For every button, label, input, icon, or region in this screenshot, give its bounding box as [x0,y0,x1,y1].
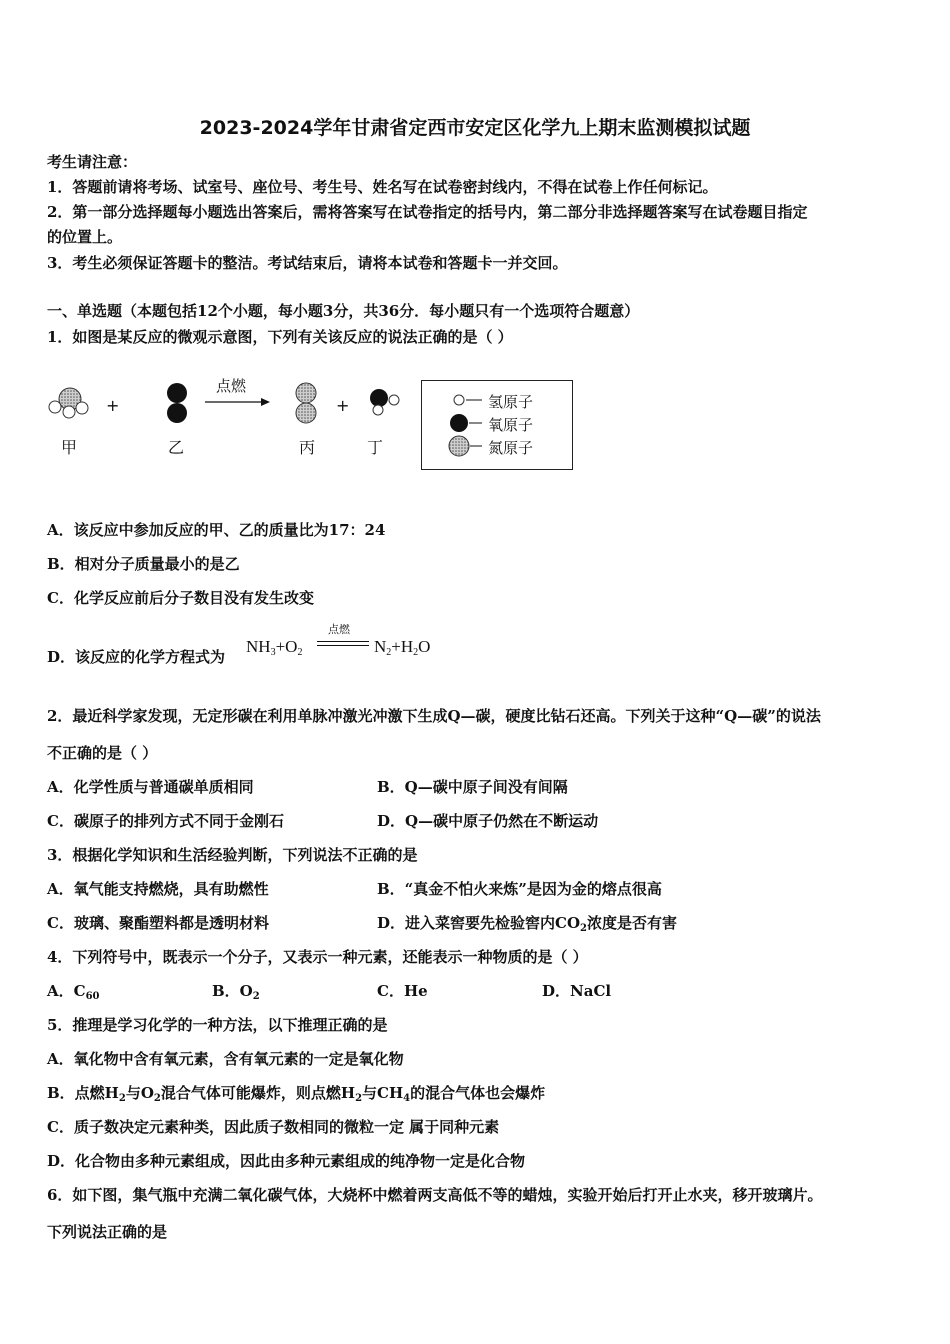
q4-option-b: B．$O_2$ [212,982,260,1002]
q3-stem: 3．根据化学知识和生活经验判断，下列说法不正确的是 [47,846,418,864]
notice-item: 2．第一部分选择题每小题选出答案后，需将答案写在试卷指定的括号内，第二部分非选择题答案写在试卷题目指定 [47,203,808,221]
notice-item: 3．考生必须保证答题卡的整洁。考试结束后，请将本试卷和答题卡一并交回。 [47,254,568,272]
q1-option-d: D．该反应的化学方程式为 [47,648,226,666]
molecule-jia [49,388,88,418]
q1-option-b: B．相对分子质量最小的是乙 [47,555,240,573]
q5-stem: 5．推理是学习化学的一种方法，以下推理正确的是 [47,1016,388,1034]
q1-stem: 1．如图是某反应的微观示意图，下列有关该反应的说法正确的是（ ） [47,328,513,346]
notice-item: 1．答题前请将考场、试室号、座位号、考生号、姓名写在试卷密封线内，不得在试卷上作任何标记。 [47,178,718,196]
q6-stem: 6．如下图，集气瓶中充满二氧化碳气体，大烧杯中燃着两支高低不等的蜡烛，实验开始后打开止水夹，移开玻璃片。 [47,1186,823,1204]
label-jia: 甲 [61,438,78,457]
q5-option-c: C．质子数决定元素种类，因此质子数相同的微粒一定 属于同种元素 [47,1118,500,1136]
q1-option-a: A．该反应中参加反应的甲、乙的质量比为17：24 [47,521,386,539]
q2-stem: 2．最近科学家发现，无定形碳在利用单脉冲激光冲激下生成Q—碳，硬度比钻石还高。下列关于这种“Q—碳”的说法 [47,707,821,725]
q5-option-a: A．氧化物中含有氧元素，含有氧元素的一定是氧化物 [47,1050,404,1068]
label-ding: 丁 [367,438,384,457]
q4-stem: 4．下列符号中，既表示一个分子，又表示一种元素，还能表示一种物质的是（ ） [47,948,588,966]
atom-legend [421,380,573,470]
section-heading: 一、单选题（本题包括12个小题，每小题3分，共36分．每小题只有一个选项符合题意） [47,302,640,320]
q2-option-b: B．Q—碳中原子间没有间隔 [377,778,568,796]
molecule-bing [296,383,316,423]
chemical-equation: $NH_3+O_2$ 点燃 $N_2+H_2O$ [246,623,431,658]
q4-option-a: A．$C_{60}$ [47,982,100,1002]
molecule-yi [167,383,187,423]
q2-option-d: D．Q—碳中原子仍然在不断运动 [377,812,599,830]
equation-condition: 点燃 [328,623,350,636]
q5-option-b: B．点燃$H_2$与$O_2$混合气体可能爆炸，则点燃$H_2$与$CH_4$的混合气体也会爆炸 [47,1084,546,1104]
label-bing: 丙 [299,438,316,457]
notice-item: 的位置上。 [47,228,123,246]
q3-option-d: D．进入菜窖要先检验窖内$CO_2$浓度是否有害 [377,914,677,934]
q4-option-d: D．NaCl [542,982,612,1000]
q2-option-a: A．化学性质与普通碳单质相同 [47,778,254,796]
q3-option-c: C．玻璃、聚酯塑料都是透明材料 [47,914,269,932]
q3-option-a: A．氧气能支持燃烧，具有助燃性 [47,880,269,898]
q1-option-c: C．化学反应前后分子数目没有发生改变 [47,589,314,607]
plus-sign: + [106,396,120,415]
reaction-arrow [205,398,270,406]
page-title: 2023-2024学年甘肃省定西市安定区化学九上期末监测模拟试题 [199,117,751,139]
notice-heading: 考生请注意： [47,153,138,171]
q2-stem-cont: 不正确的是（ ） [47,744,158,762]
q6-stem-cont: 下列说法正确的是 [47,1223,168,1241]
legend-oxygen: 氧原子 [488,416,534,434]
molecule-ding [370,389,399,415]
q5-option-d: D．化合物由多种元素组成，因此由多种元素组成的纯净物一定是化合物 [47,1152,526,1170]
plus-sign: + [336,396,350,415]
label-yi: 乙 [168,438,185,457]
q3-option-b: B．“真金不怕火来炼”是因为金的熔点很高 [377,880,662,898]
legend-nitrogen: 氮原子 [488,439,534,457]
q2-option-c: C．碳原子的排列方式不同于金刚石 [47,812,284,830]
q4-option-c: C．He [377,982,428,1000]
reaction-condition: 点燃 [216,377,247,395]
legend-hydrogen: 氢原子 [488,393,534,411]
